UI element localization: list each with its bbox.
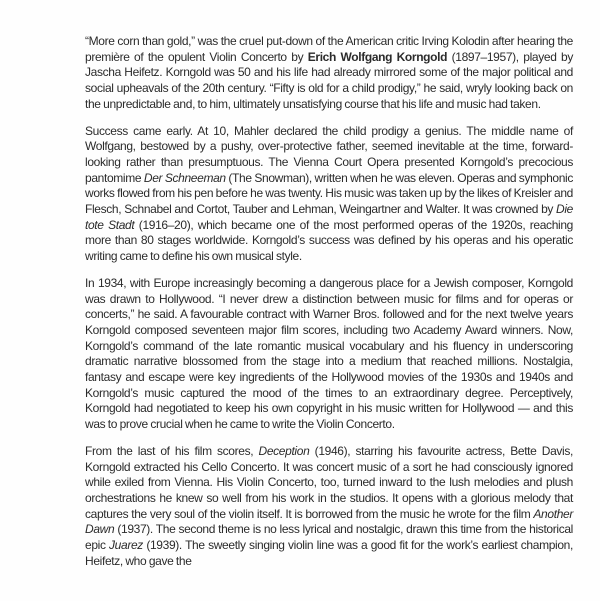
text-run: (1939). The sweetly singing violin line was a good fit for the work’s earliest champion, Heifetz, who gave the	[85, 538, 573, 568]
italic-text-run: Another Dawn	[85, 506, 573, 537]
text-run: (1916–20), which became one of the most performed operas of the 1920s, reaching more than 80 stages worldwide. Korngold’s success was defined by his operas and his operatic writing came to define his own musical style.	[85, 217, 573, 264]
text-run: “More corn than gold,” was the cruel put-down of the American critic Irving Kolodin after hearing the première of the opulent Violin Concerto by	[85, 34, 573, 64]
italic-text-run: Deception	[258, 443, 310, 458]
text-run: (1937). The second theme is no less lyrical and nostalgic, drawn this time from the historical epic	[85, 522, 573, 553]
paragraph-3	[85, 276, 573, 433]
text-run: From the last of his film scores,	[85, 443, 259, 458]
paragraph-1	[85, 34, 573, 113]
text-run: Success came early. At 10, Mahler declared the child prodigy a genius. The middle name of Wolfgang, bestowed by a pushy, over-protective father, seemed inevitable at the time, forward-looking rather than presumptuous. The Vienna Court Opera presented Korngold’s precocious pantomime	[85, 123, 573, 185]
text-run: (1897–1957), played by Jascha Heifetz. Korngold was 50 and his life had already mirrored some of the major political and social upheavals of the 20th century. “Fifty is old for a child prodigy,” he said, wryly looking back on the unpredictable and, to him, ultimately unsatisfying course that his life and music had taken.	[85, 49, 573, 111]
bold-text-run: Erich Wolfgang Korngold	[307, 49, 448, 64]
text-run: (The Snowman), written when he was eleven. Operas and symphonic works flowed from his pen before he was twenty. His music was taken up by the likes of Kreisler and Flesch, Schnabel and Cortot, Tauber and Lehman, Weingartner and Walter. It was crowned by	[85, 170, 574, 217]
text-run: (1946), starring his favourite actress, Bette Davis, Korngold extracted his Cello Concerto. It was concert music of a sort he had consciously ignored while exiled from Vienna. His Violin Concerto, too, turned inward to the lush melodies and plush orchestrations he knew so well from his work in the studios. It opens with a glorious melody that captures the very soul of the violin itself. It is borrowed from the music he wrote for the film	[85, 443, 573, 521]
italic-text-run: Die tote Stadt	[85, 202, 573, 232]
italic-text-run: Der Schneeman	[143, 170, 226, 185]
text-run: In 1934, with Europe increasingly becoming a dangerous place for a Jewish composer, Korngold was drawn to Hollywood. “I never drew a distinction between music for films and for operas or concerts,” he said. A favourable contract with Warner Bros. followed and for the next twelve years Korngold composed seventeen major film scores, including two Academy Award winners. Now, Korngold’s command of the late romantic musical vocabulary and his fluency in underscoring dramatic narrative blossomed from the stage into a medium that reached millions. Nostalgia, fantasy and escape were key ingredients of the Hollywood movies of the 1930s and 1940s and Korngold’s music captured the mood of the times to an extraordinary degree. Perceptively, Korngold had negotiated to keep his own copyright in his music written for Hollywood — and this was to prove crucial when he came to write the Violin Concerto.	[85, 275, 573, 432]
liner-notes-text	[85, 34, 573, 570]
paragraph-2	[85, 124, 573, 265]
italic-text-run: Juarez	[109, 538, 143, 553]
paragraph-4	[85, 444, 573, 570]
